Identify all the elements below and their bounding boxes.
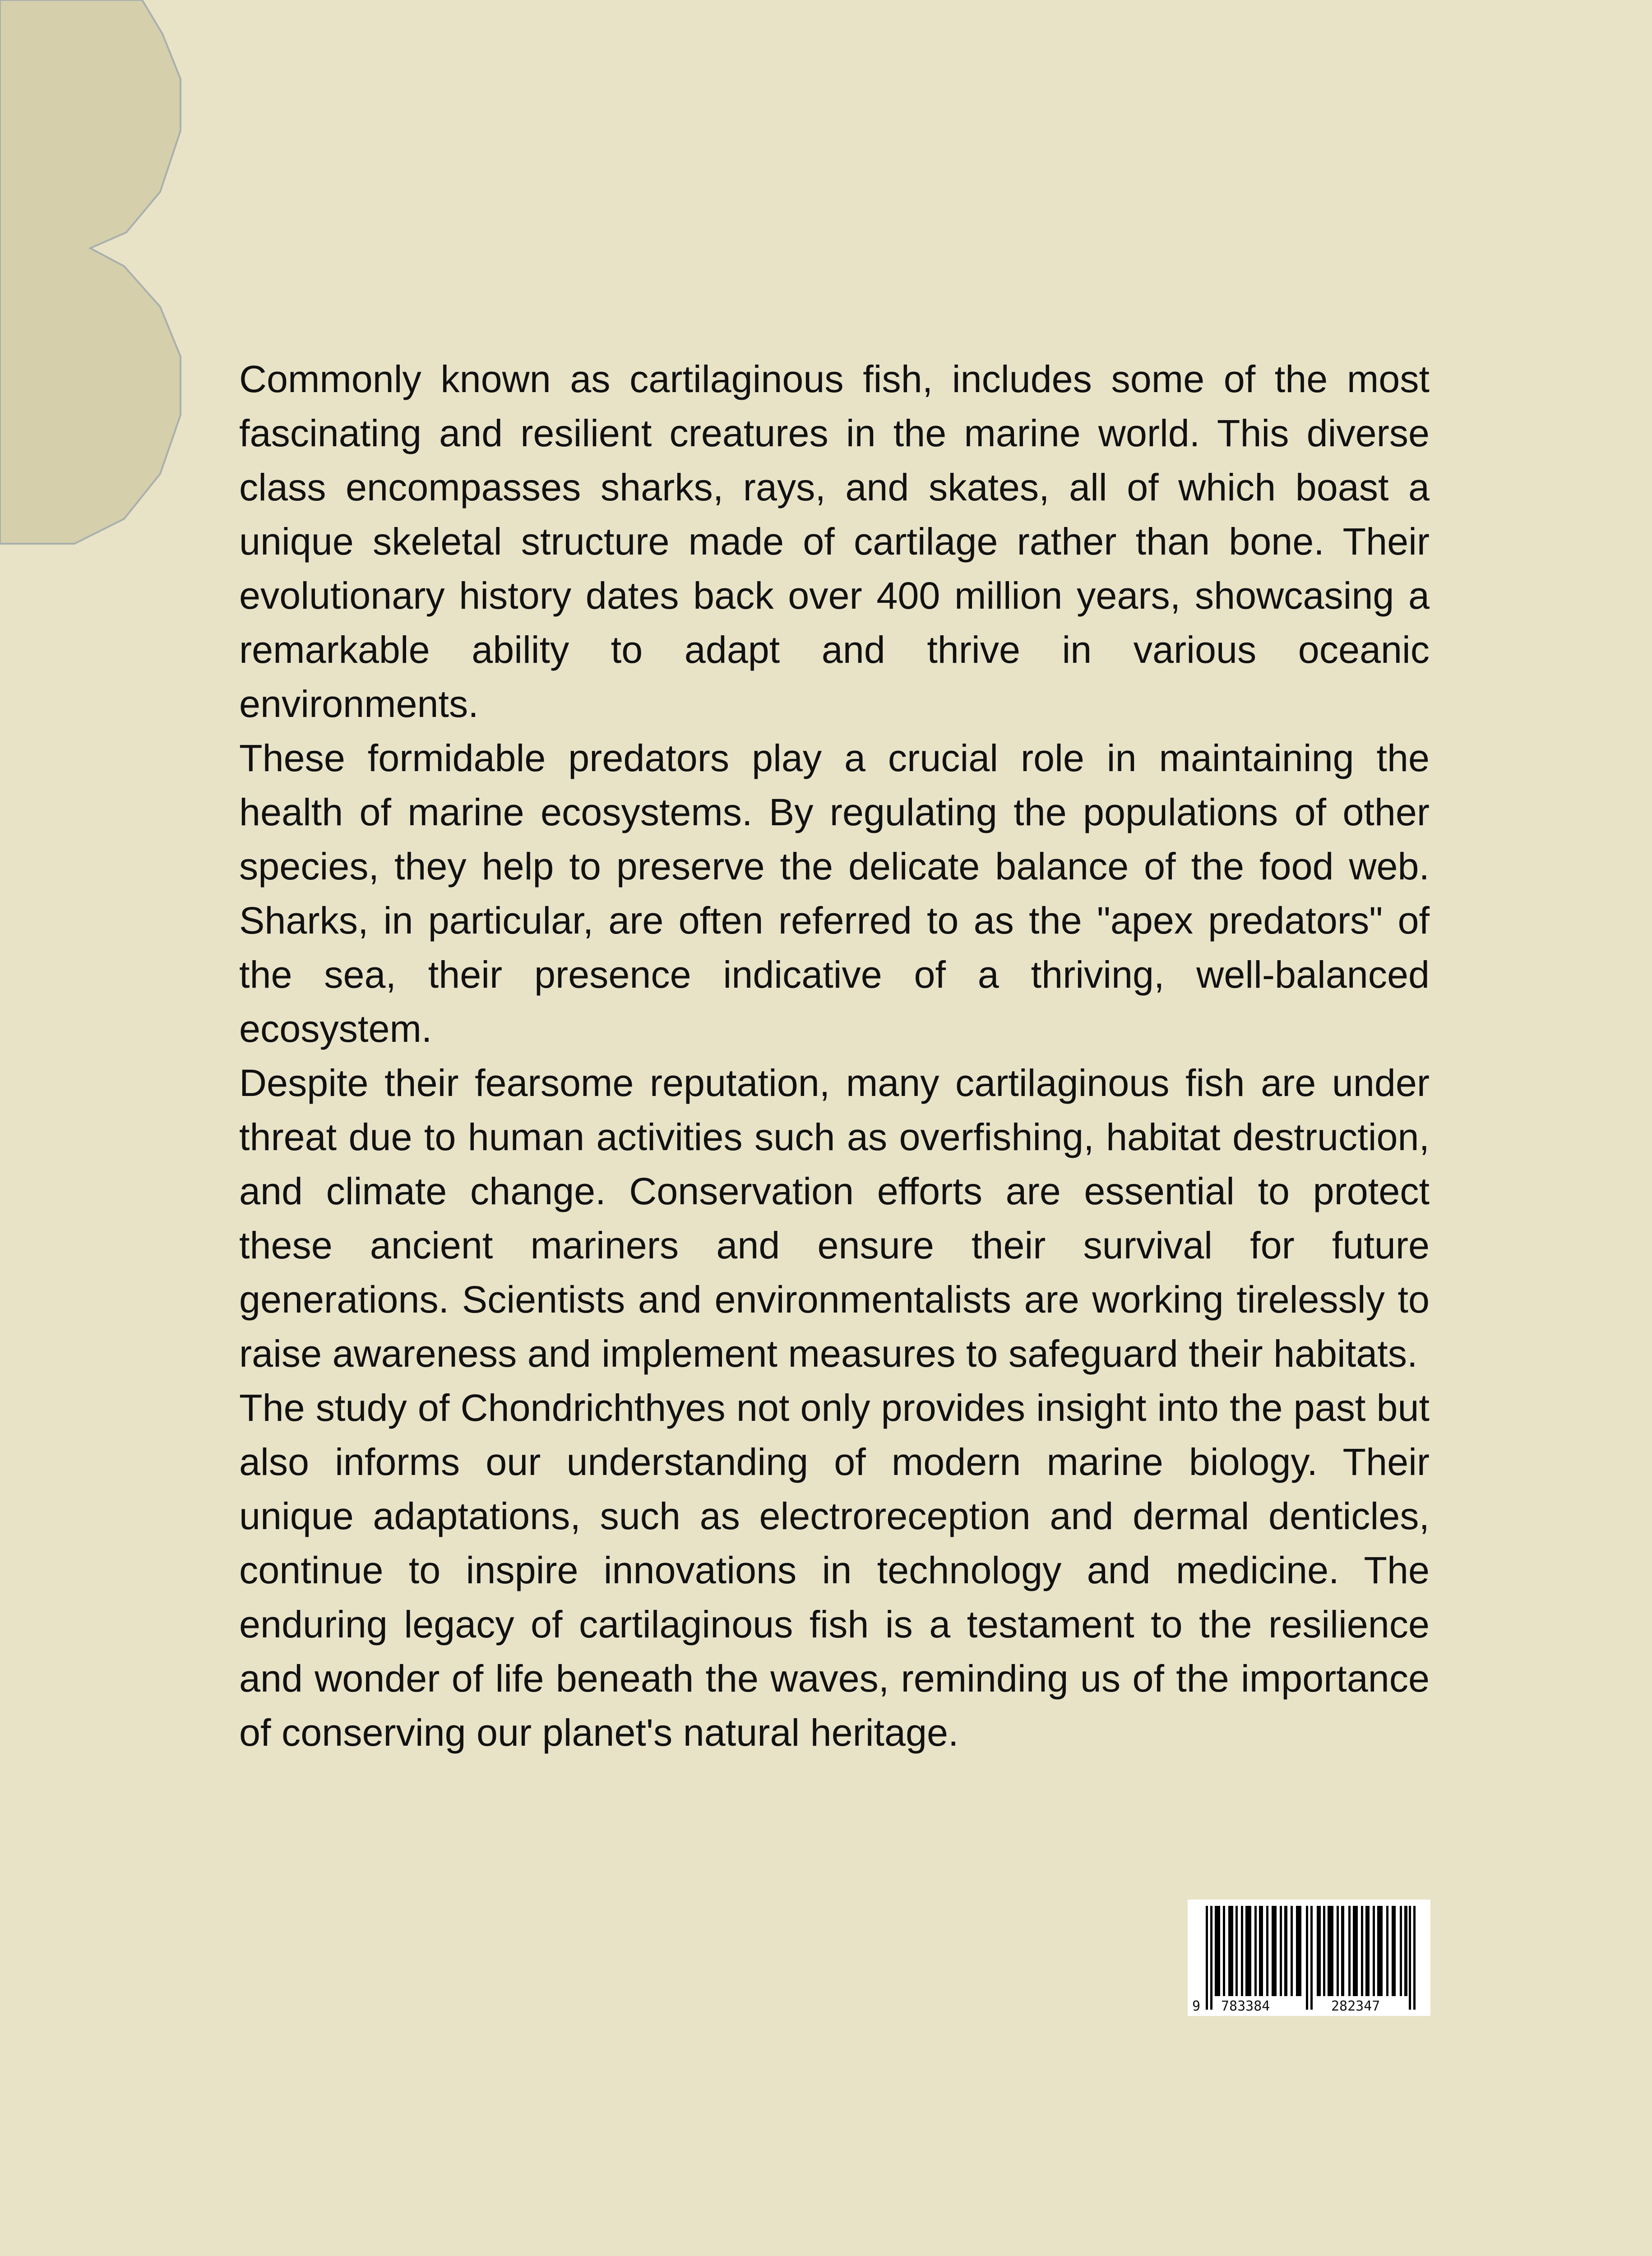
barcode-digits-left: 783384 <box>1221 1998 1270 2014</box>
paragraph-3: Despite their fearsome reputation, many cartilaginous fish are under threat due to human activities such as overfishing, habitat destruction, and climate change. Conservation efforts are essential to protect these ancient mariners and ensure their survival for future generations. Scientists and environmentalists are working tirelessly to raise awareness and implement measures to safeguard their habitats. <box>239 1062 1430 1375</box>
corner-shape-polygon <box>0 0 180 544</box>
paragraph-1: Commonly known as cartilaginous fish, includes some of the most fascinating and resilient creatures in the marine world. This diverse class encompasses sharks, rays, and skates, all of which boast a unique skeletal structure made of cartilage rather than bone. Their evolutionary history dates back over 400 million years, showcasing a remarkable ability to adapt and thrive in various oceanic environments. <box>239 358 1430 725</box>
paragraph-4: The study of Chondrichthyes not only provides insight into the past but also informs our understanding of modern marine biology. Their unique adaptations, such as electroreception and dermal denticles, continue to inspire innovations in technology and medicine. The enduring legacy of cartilaginous fish is a testament to the resilience and wonder of life beneath the waves, reminding us of the importance of conserving our planet's natural heritage. <box>239 1387 1430 1754</box>
paragraph-2: These formidable predators play a crucial role in maintaining the health of marine ecosystems. By regulating the populations of other species, they help to preserve the delicate balance of the food web. Sharks, in particular, are often referred to as the "apex predators" of the sea, their presence indicative of a thriving, well-balanced ecosystem. <box>239 737 1430 1050</box>
barcode-digit-first: 9 <box>1192 1998 1201 2014</box>
decorative-corner-shape <box>0 0 190 550</box>
back-cover-text <box>239 352 1430 1760</box>
isbn-barcode <box>1188 1900 1430 2016</box>
barcode-digits-right: 282347 <box>1331 1998 1380 2014</box>
barcode-bars <box>1206 1906 1416 2010</box>
